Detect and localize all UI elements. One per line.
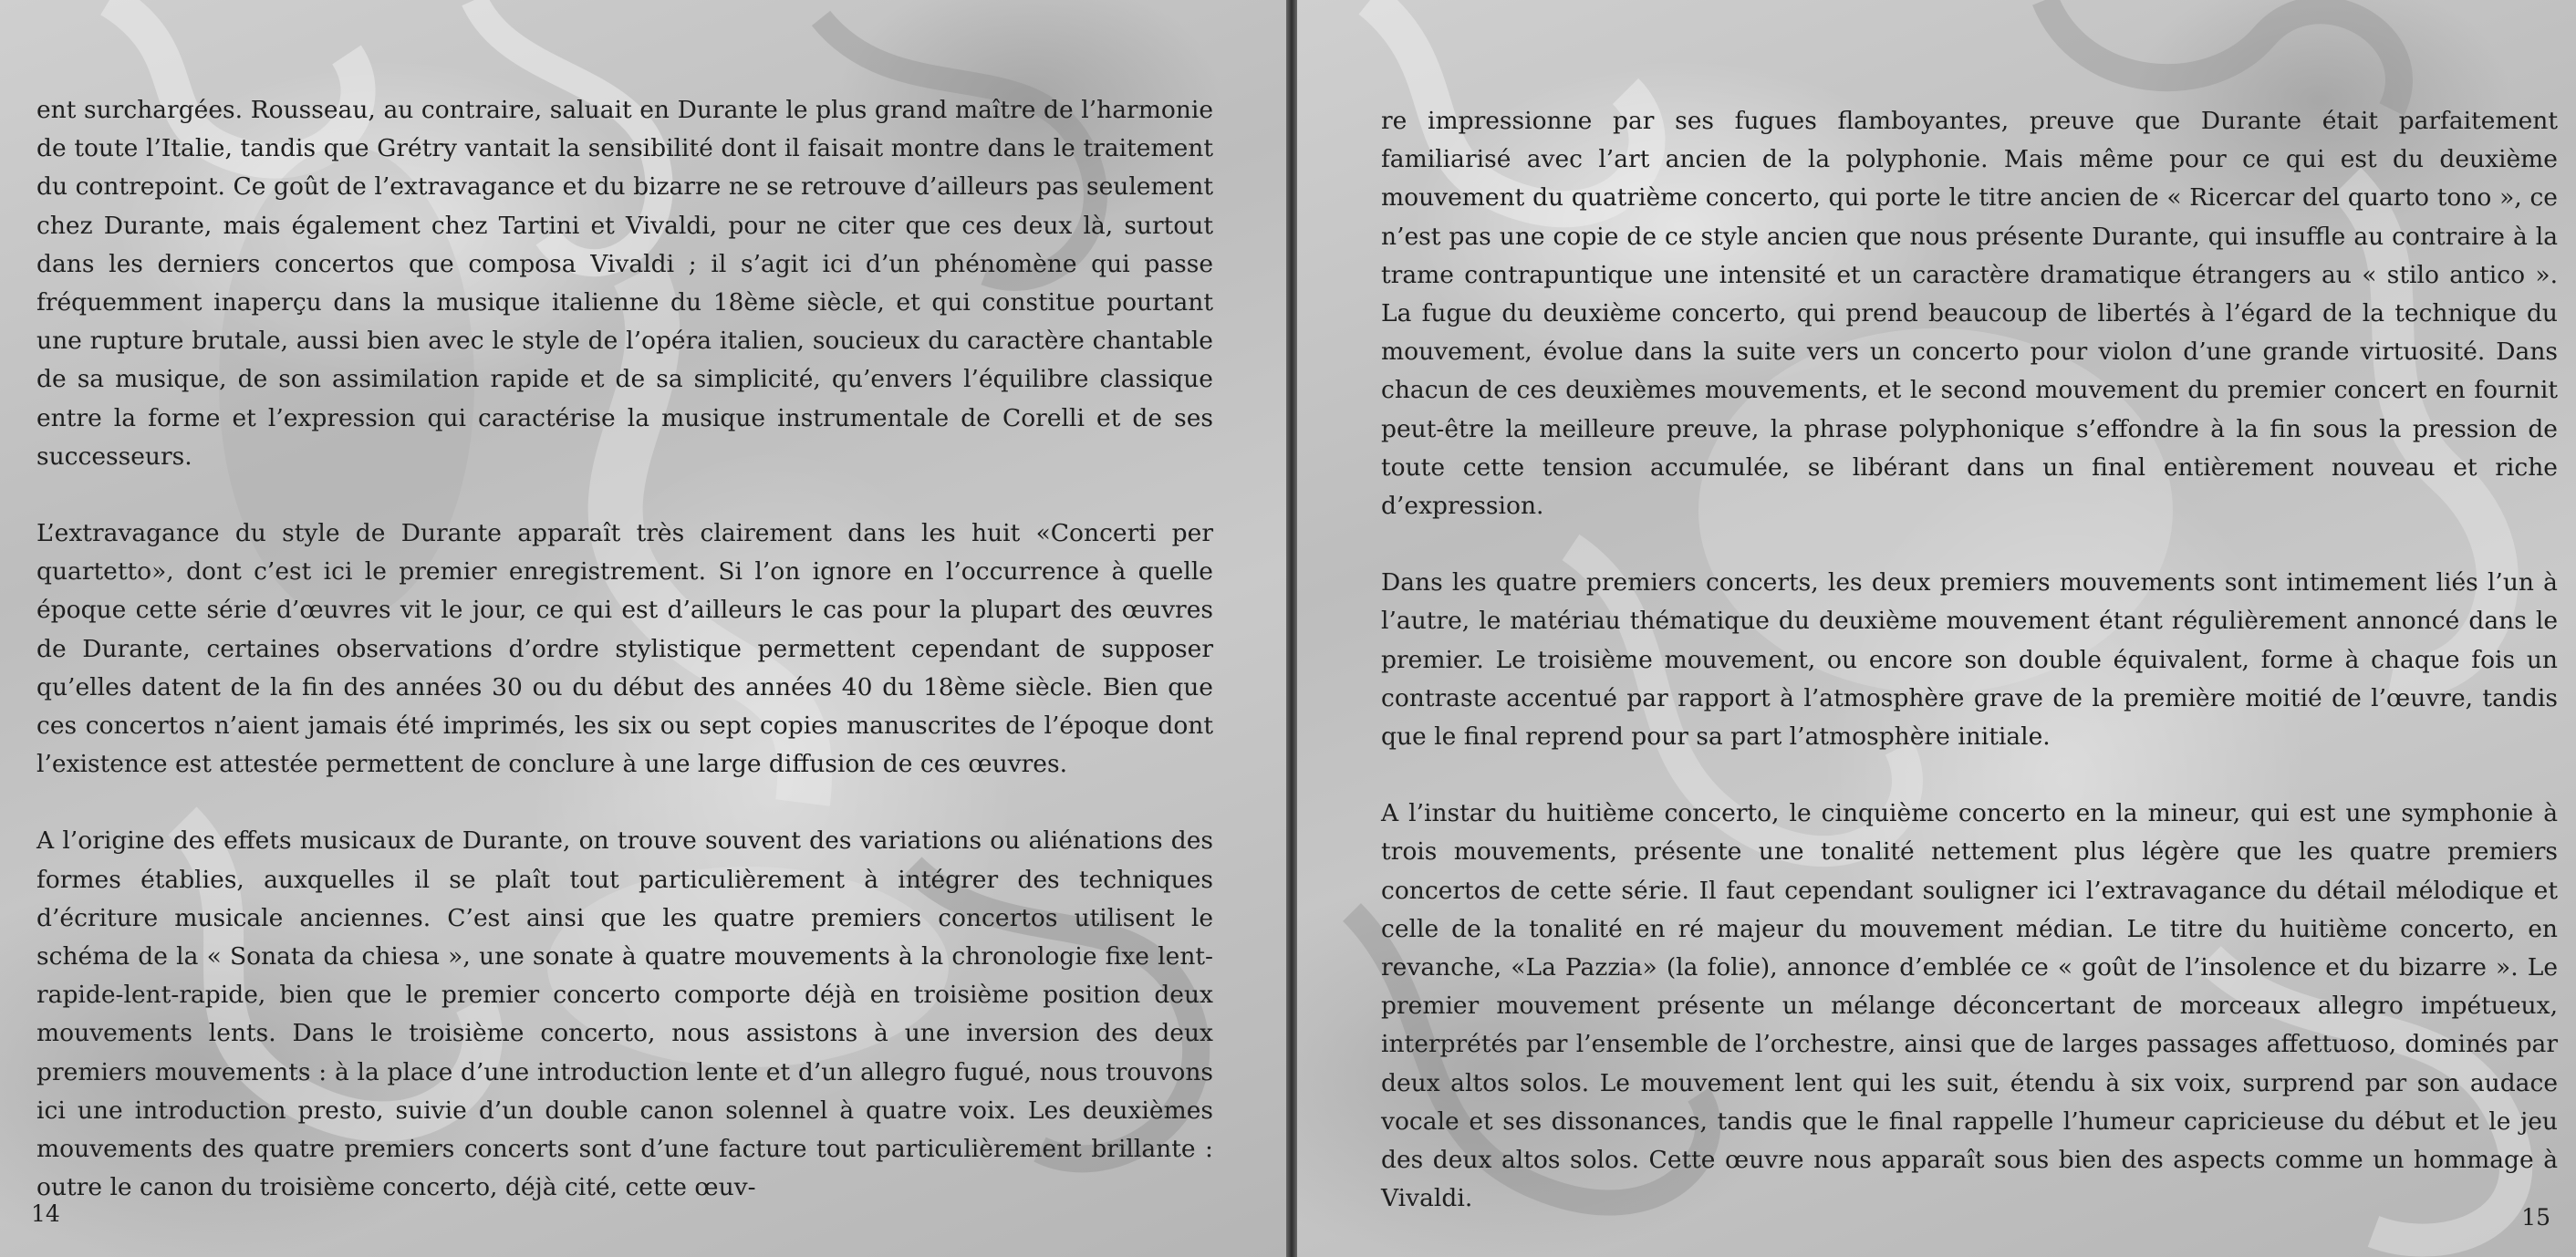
left-page (0, 0, 1286, 1257)
paragraph: ent surchargées. Rousseau, au contraire, saluait en Durante le plus grand maître de l’harmonie de toute l’Italie, tandis que Grétry vantait la sensibilité dont il faisait montre dans le traitement du contrepoint. Ce goût de l’extravagance et du bizarre ne se retrouve d’ailleurs pas seulement chez Durante, mais également chez Tartini et Vivaldi, pour ne citer que ces deux là, surtout dans les derniers concertos que composa Vivaldi ; il s’agit ici d’un phénomène qui passe fréquemment inaperçu dans la musique italienne du 18ème siècle, et qui constitue pourtant une rupture brutale, aussi bien avec le style de l’opéra italien, soucieux du caractère chantable de sa musique, de son assimilation rapide et de sa simplicité, qu’envers l’équilibre classique entre la forme et l’expression qui caractérise la musique instrumentale de Corelli et de ses successeurs. (36, 96, 1213, 471)
left-page-body (36, 91, 1213, 1245)
right-page (1297, 0, 2576, 1257)
right-page-body (1381, 102, 2558, 1256)
paragraph: Dans les quatre premiers concerts, les deux premiers mouvements sont intimement liés l’un à l’autre, le matériau thématique du deuxième mouvement étant régulièrement annoncé dans le premier. Le troisième mouvement, ou encore son double équivalent, forme à chaque fois un contraste accentué par rapport à l’atmosphère grave de la première moitié de l’œuvre, tandis que le final reprend pour sa part l’atmosphère initiale. (1381, 568, 2558, 752)
paragraph: A l’origine des effets musicaux de Durante, on trouve souvent des variations ou aliénations des formes établies, auxquelles il se plaît tout particulièrement à intégrer des techniques d’écriture musicale anciennes. C’est ainsi que les quatre premiers concertos utilisent le schéma de la « Sonata da chiesa », une sonate à quatre mouvements à la chronologie fixe lent-rapide-lent-rapide, bien que le premier concerto comporte déjà en troisième position deux mouvements lents. Dans le troisième concerto, nous assistons à une inversion des deux premiers mouvements : à la place d’une introduction lente et d’un allegro fugué, nous trouvons ici une introduction presto, suivie d’un double canon solennel à quatre voix. Les deuxièmes mouvements des quatre premiers concerts sont d’une facture tout particulièrement brillante : outre le canon du troisième concerto, déjà cité, cette œuv- (36, 826, 1213, 1202)
paragraph: A l’instar du huitième concerto, le cinquième concerto en la mineur, qui est une symphonie à trois mouvements, présente une tonalité nettement plus légère que les quatre premiers concertos de cette série. Il faut cependant souligner ici l’extravagance du détail mélodique et celle de la tonalité en ré majeur du mouvement médian. Le titre du huitième concerto, en revanche, «La Pazzia» (la folie), annonce d’emblée ce « goût de l’insolence et du bizarre ». Le premier mouvement présente un mélange déconcertant de morceaux allegro impétueux, interprétés par l’ensemble de l’orchestre, ainsi que de larges passages affettuoso, dominés par deux altos solos. Le mouvement lent qui les suit, étendu à six voix, surprend par son audace vocale et ses dissonances, tandis que le final rappelle l’humeur capricieuse du début et le jeu des deux altos solos. Cette œuvre nous apparaît sous bien des aspects comme un hommage à Vivaldi. (1381, 799, 2558, 1213)
book-gutter (1286, 0, 1297, 1257)
paragraph: L’extravagance du style de Durante apparaît très clairement dans les huit «Concerti per quartetto», dont c’est ici le premier enregistrement. Si l’on ignore en l’occurrence à quelle époque cette série d’œuvres vit le jour, ce qui est d’ailleurs le cas pour la plupart des œuvres de Durante, certaines observations d’ordre stylistique permettent cependant de supposer qu’elles datent de la fin des années 30 ou du début des années 40 du 18ème siècle. Bien que ces concertos n’aient jamais été imprimés, les six ou sept copies manuscrites de l’époque dont l’existence est attestée permettent de conclure à une large diffusion de ces œuvres. (36, 519, 1213, 779)
page-number: 14 (31, 1200, 60, 1227)
paragraph: re impressionne par ses fugues flamboyantes, preuve que Durante était parfaitement familiarisé avec l’art ancien de la polyphonie. Mais même pour ce qui est du deuxième mouvement du quatrième concerto, qui porte le titre ancien de « Ricercar del quarto tono », ce n’est pas une copie de ce style ancien que nous présente Durante, qui insuffle au contraire à la trame contrapuntique une intensité et un caractère dramatique étrangers au « stilo antico ». La fugue du deuxième concerto, qui prend beaucoup de libertés à l’égard de la technique du mouvement, évolue dans la suite vers un concerto pour violon d’une grande virtuosité. Dans chacun de ces deuxièmes mouvements, et le second mouvement du premier concert en fournit peut-être la meilleure preuve, la phrase polyphonique s’effondre à la fin sous la pression de toute cette tension accumulée, se libérant dans un final entièrement nouveau et riche d’expression. (1381, 107, 2558, 521)
page-number: 15 (2521, 1204, 2550, 1231)
